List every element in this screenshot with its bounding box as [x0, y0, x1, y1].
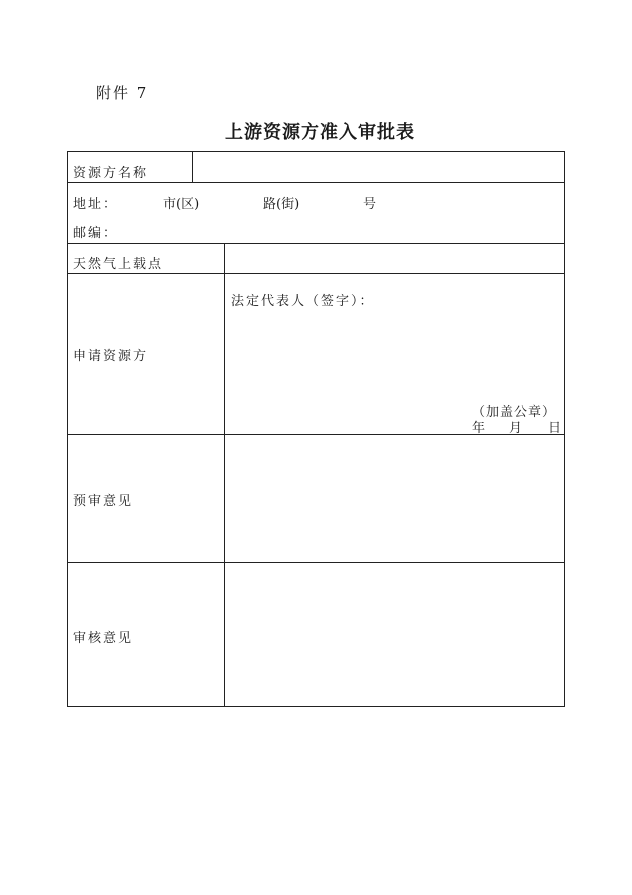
row-divider — [68, 182, 564, 183]
date-year-label: 年 — [472, 421, 488, 436]
column-divider — [192, 152, 193, 182]
form-title: 上游资源方准入审批表 — [225, 122, 415, 143]
applicant-label: 申请资源方 — [73, 349, 149, 364]
date-day-label: 日 — [548, 421, 564, 436]
number-suffix: 号 — [363, 197, 379, 212]
attachment-label: 附件 7 — [96, 84, 149, 102]
review-opinion-field[interactable] — [226, 563, 564, 706]
date-month-label: 月 — [509, 421, 525, 436]
pre-review-opinion-field[interactable] — [226, 435, 564, 561]
number-field[interactable] — [308, 185, 360, 211]
gas-point-label: 天然气上载点 — [73, 257, 164, 272]
approval-form-table — [67, 151, 565, 707]
pre-review-label: 预审意见 — [73, 494, 134, 509]
resource-name-field[interactable] — [194, 153, 564, 181]
road-field[interactable] — [208, 185, 260, 211]
road-suffix: 路(街) — [263, 197, 300, 212]
review-label: 审核意见 — [73, 631, 134, 646]
row-divider — [68, 273, 564, 274]
seal-label: （加盖公章） — [472, 405, 557, 420]
postcode-field[interactable] — [118, 215, 318, 241]
resource-name-label: 资源方名称 — [73, 166, 149, 181]
postcode-label: 邮编： — [73, 226, 119, 241]
address-label: 地址： — [73, 197, 119, 212]
legal-rep-label: 法定代表人（签字）： — [231, 294, 375, 309]
legal-rep-signature-field[interactable] — [368, 282, 558, 308]
gas-point-field[interactable] — [226, 244, 564, 272]
city-field[interactable] — [118, 185, 162, 211]
column-divider — [224, 243, 225, 707]
city-suffix: 市(区) — [163, 197, 200, 212]
